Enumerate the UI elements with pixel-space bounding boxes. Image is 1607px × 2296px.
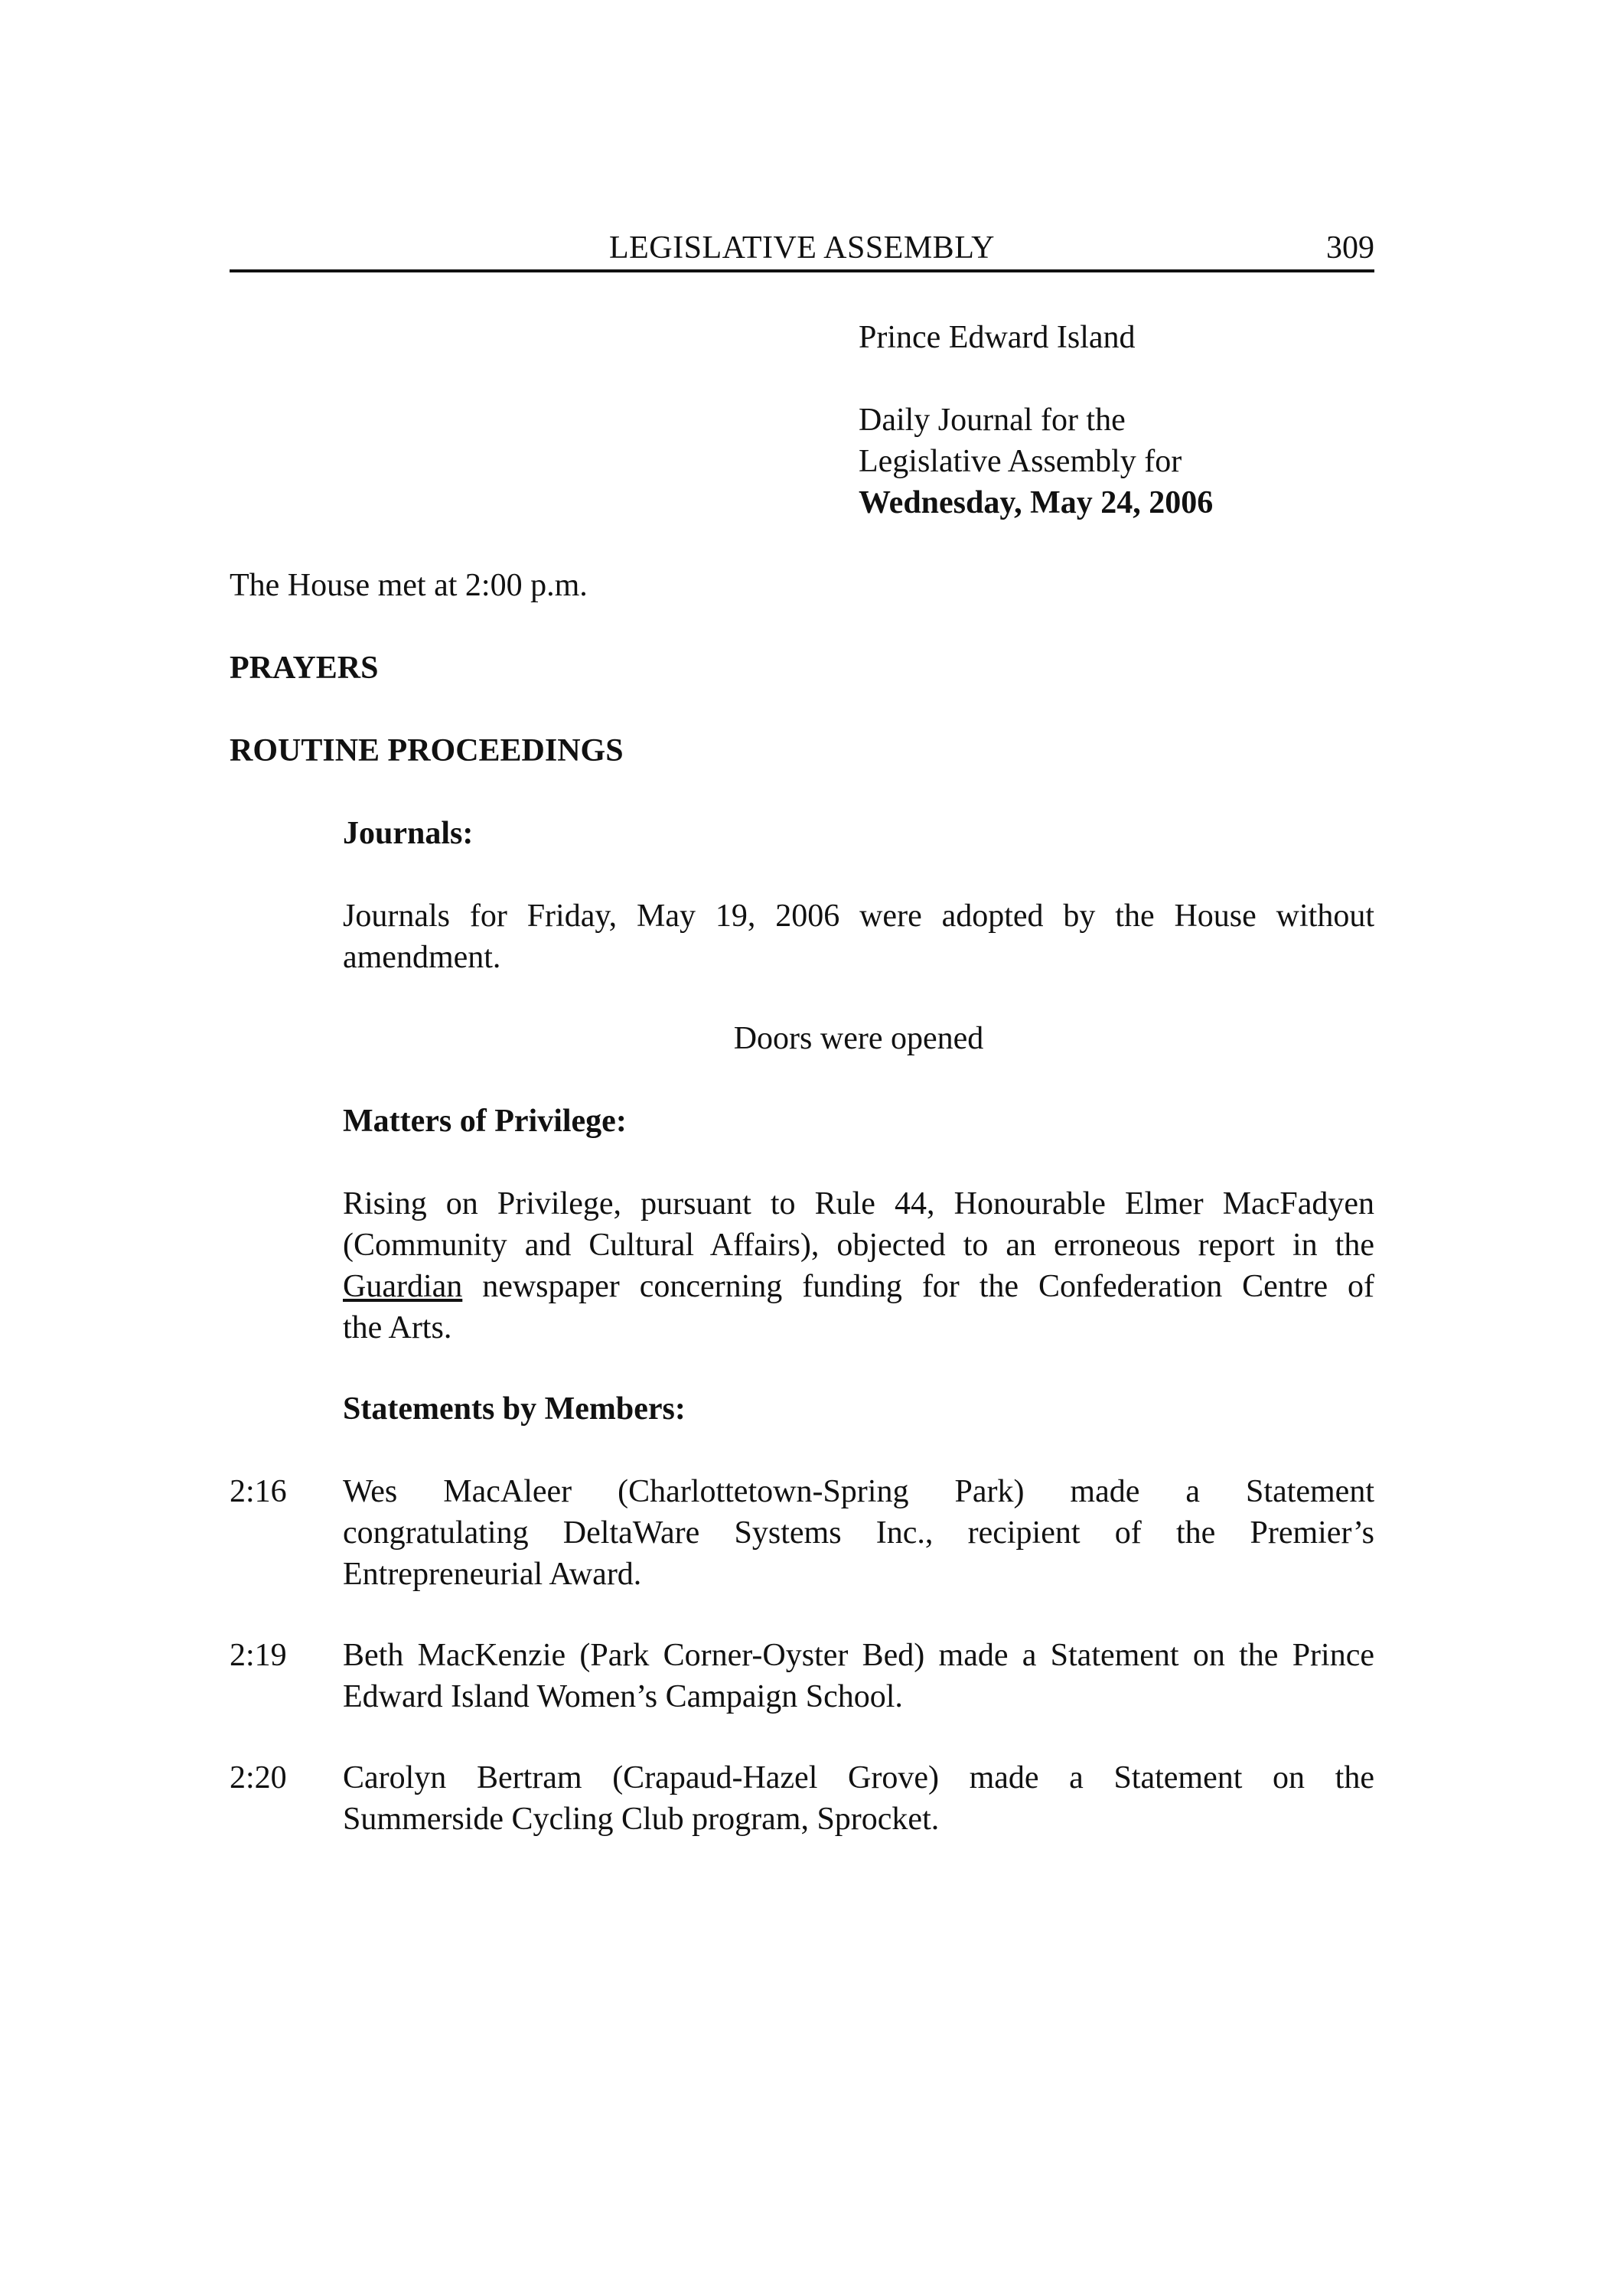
journal-masthead bbox=[859, 317, 1394, 523]
doors-opened-note: Doors were opened bbox=[733, 1021, 984, 1056]
privilege-line-2: (Community and Cultural Affairs), objected to an erroneous report in the bbox=[343, 1228, 1374, 1263]
statement-line: Summerside Cycling Club program, Sprocket. bbox=[343, 1802, 940, 1837]
masthead-place: Prince Edward Island bbox=[859, 320, 1136, 355]
routine-proceedings-heading: ROUTINE PROCEEDINGS bbox=[230, 733, 624, 768]
statement-item bbox=[343, 1471, 1374, 1595]
masthead-line-1: Daily Journal for the bbox=[859, 403, 1126, 438]
statement-item bbox=[343, 1757, 1374, 1840]
statement-line: congratulating DeltaWare Systems Inc., recipient of the Premier’s bbox=[343, 1515, 1374, 1551]
statements-heading: Statements by Members: bbox=[343, 1391, 686, 1427]
journals-line-1: Journals for Friday, May 19, 2006 were adopted by the House without bbox=[343, 899, 1374, 934]
masthead-date: Wednesday, May 24, 2006 bbox=[859, 485, 1214, 520]
statement-line: Carolyn Bertram (Crapaud-Hazel Grove) made a Statement on the bbox=[343, 1760, 1374, 1795]
journals-line-2: amendment. bbox=[343, 940, 501, 975]
statement-line: Wes MacAleer (Charlottetown-Spring Park) made a Statement bbox=[343, 1474, 1374, 1509]
privilege-line-3 bbox=[343, 1266, 1374, 1307]
statement-line: Beth MacKenzie (Park Corner-Oyster Bed) made a Statement on the Prince bbox=[343, 1638, 1374, 1673]
header-title: LEGISLATIVE ASSEMBLY bbox=[609, 230, 995, 266]
statement-time: 2:19 bbox=[230, 1638, 287, 1673]
masthead-line-2: Legislative Assembly for bbox=[859, 444, 1182, 479]
privilege-paragraph bbox=[343, 1183, 1374, 1349]
statement-line: Edward Island Women’s Campaign School. bbox=[343, 1679, 903, 1714]
privilege-heading: Matters of Privilege: bbox=[343, 1104, 627, 1139]
statement-time: 2:16 bbox=[230, 1474, 287, 1509]
prayers-heading: PRAYERS bbox=[230, 651, 379, 686]
statement-time: 2:20 bbox=[230, 1760, 287, 1795]
statement-item bbox=[343, 1635, 1374, 1717]
newspaper-name: Guardian bbox=[343, 1269, 463, 1304]
statement-line: Entrepreneurial Award. bbox=[343, 1557, 642, 1592]
privilege-line-4: the Arts. bbox=[343, 1310, 452, 1345]
page-header bbox=[230, 230, 1374, 272]
privilege-line-1: Rising on Privilege, pursuant to Rule 44, Honourable Elmer MacFadyen bbox=[343, 1186, 1374, 1221]
page-number: 309 bbox=[1326, 230, 1374, 266]
opening-text: The House met at 2:00 p.m. bbox=[230, 568, 588, 603]
privilege-line-3-text: newspaper concerning funding for the Confederation Centre of bbox=[462, 1269, 1374, 1304]
journals-heading: Journals: bbox=[343, 816, 474, 851]
journals-paragraph bbox=[343, 895, 1374, 978]
